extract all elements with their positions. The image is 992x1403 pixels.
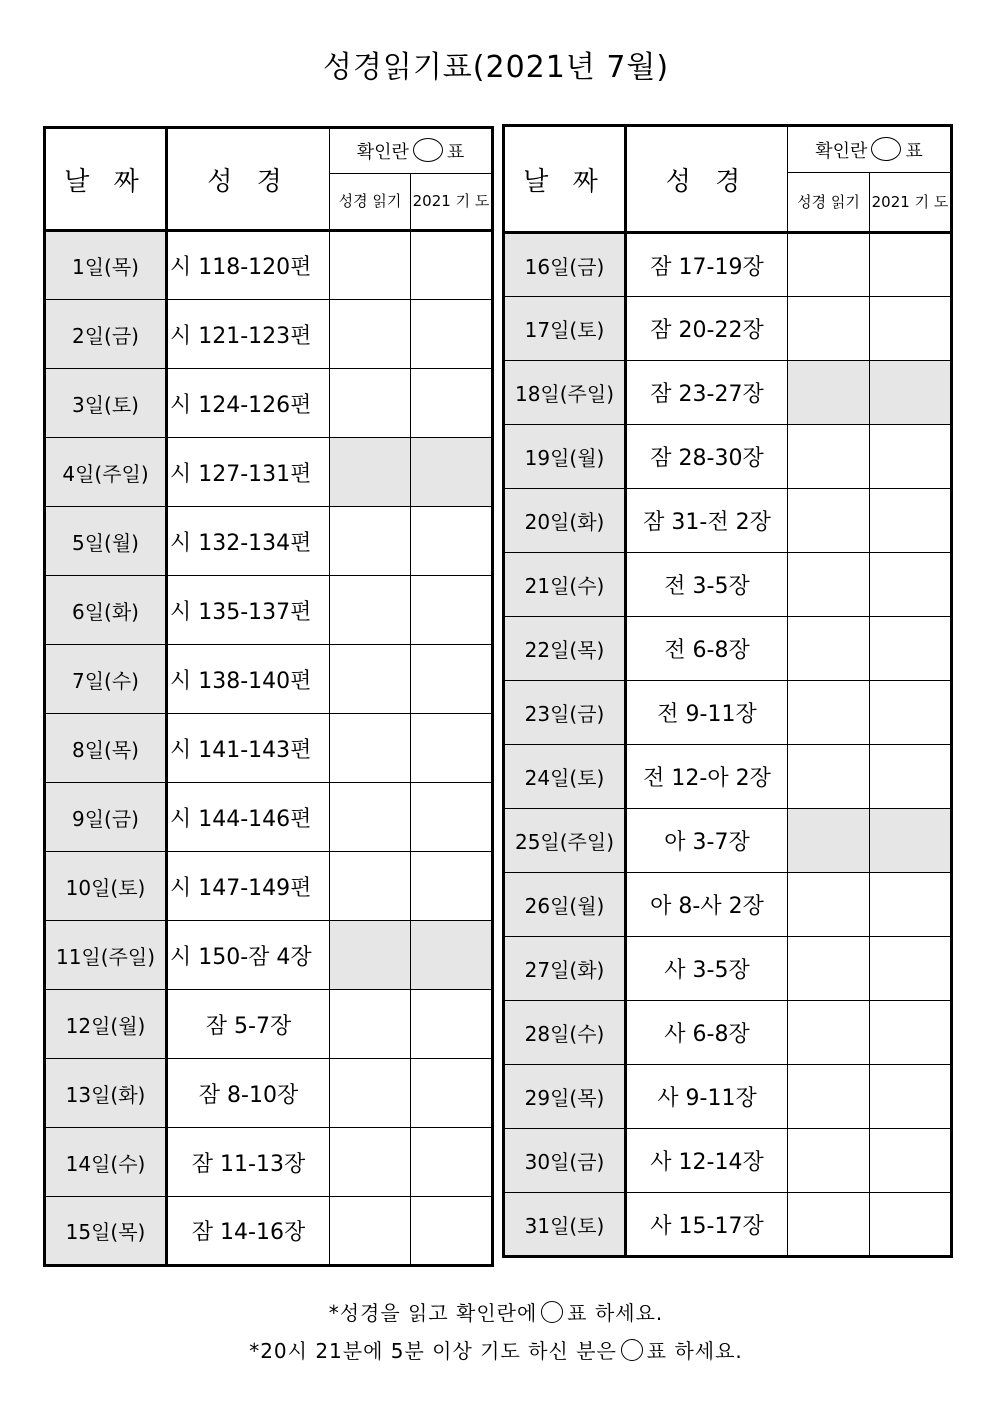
row-date: 30일(금) [504, 1129, 626, 1193]
row-passage: 전 6-8장 [626, 617, 788, 681]
table-row [504, 489, 952, 553]
row-date: 28일(수) [504, 1001, 626, 1065]
read-check-box[interactable] [788, 1065, 870, 1129]
table-row [504, 809, 952, 873]
page-title: 성경읽기표(2021년 7월) [322, 50, 670, 85]
row-passage: 사 3-5장 [626, 937, 788, 1001]
read-check-box[interactable] [788, 489, 870, 553]
read-check-box[interactable] [788, 425, 870, 489]
table-row [504, 745, 952, 809]
row-passage: 사 12-14장 [626, 1129, 788, 1193]
header-check [330, 128, 493, 174]
header-check-prefix: 확인란 [815, 140, 868, 162]
row-date: 10일(토) [45, 852, 167, 921]
table-row [45, 714, 493, 783]
pray-check-box[interactable] [870, 873, 952, 937]
pray-check-box[interactable] [870, 1193, 952, 1257]
read-check-box[interactable] [330, 300, 411, 369]
read-check-box[interactable] [330, 369, 411, 438]
circle-mark-icon [413, 138, 443, 162]
pray-check-box[interactable] [870, 1001, 952, 1065]
row-date: 5일(월) [45, 507, 167, 576]
row-date: 25일(주일) [504, 809, 626, 873]
row-date: 18일(주일) [504, 361, 626, 425]
read-check-box[interactable] [330, 990, 411, 1059]
pray-check-box[interactable] [870, 361, 952, 425]
read-check-box[interactable] [330, 921, 411, 990]
table-row [45, 438, 493, 507]
read-check-box[interactable] [788, 617, 870, 681]
row-date: 16일(금) [504, 233, 626, 297]
read-check-box[interactable] [330, 783, 411, 852]
row-passage: 전 3-5장 [626, 553, 788, 617]
header-check-suffix: 표 [905, 140, 923, 162]
read-check-box[interactable] [788, 1001, 870, 1065]
row-date: 31일(토) [504, 1193, 626, 1257]
pray-check-box[interactable] [870, 297, 952, 361]
pray-check-box[interactable] [411, 300, 493, 369]
row-passage: 시 124-126편 [167, 369, 330, 438]
row-date: 19일(월) [504, 425, 626, 489]
row-passage: 잠 5-7장 [167, 990, 330, 1059]
table-row [45, 645, 493, 714]
table-row [45, 300, 493, 369]
pray-check-box[interactable] [411, 645, 493, 714]
table-row [45, 507, 493, 576]
read-check-box[interactable] [330, 714, 411, 783]
table-row [504, 1065, 952, 1129]
pray-check-box[interactable] [870, 1065, 952, 1129]
row-passage: 시 138-140편 [167, 645, 330, 714]
row-date: 8일(목) [45, 714, 167, 783]
pray-check-box[interactable] [870, 681, 952, 745]
pray-check-box[interactable] [411, 507, 493, 576]
note-text: *성경을 읽고 확인란에 [328, 1301, 538, 1325]
pray-check-box[interactable] [870, 1129, 952, 1193]
table-row [504, 233, 952, 297]
read-check-box[interactable] [330, 645, 411, 714]
header-read: 성경 읽기 [330, 174, 411, 231]
row-date: 21일(수) [504, 553, 626, 617]
row-passage: 잠 31-전 2장 [626, 489, 788, 553]
pray-check-box[interactable] [870, 553, 952, 617]
pray-check-box[interactable] [411, 852, 493, 921]
read-check-box[interactable] [788, 1129, 870, 1193]
read-check-box[interactable] [330, 231, 411, 300]
row-passage: 시 147-149편 [167, 852, 330, 921]
pray-check-box[interactable] [870, 809, 952, 873]
read-check-box[interactable] [788, 809, 870, 873]
note-text: 표 하세요. [646, 1339, 743, 1363]
row-date: 23일(금) [504, 681, 626, 745]
read-check-box[interactable] [788, 553, 870, 617]
read-check-box[interactable] [330, 1128, 411, 1197]
row-passage: 잠 28-30장 [626, 425, 788, 489]
row-passage: 잠 23-27장 [626, 361, 788, 425]
row-date: 22일(목) [504, 617, 626, 681]
row-passage: 잠 14-16장 [167, 1197, 330, 1266]
table-row [504, 617, 952, 681]
pray-check-box[interactable] [411, 231, 493, 300]
row-passage: 사 15-17장 [626, 1193, 788, 1257]
row-date: 20일(화) [504, 489, 626, 553]
header-scripture: 성 경 [626, 126, 788, 233]
read-check-box[interactable] [788, 873, 870, 937]
pray-check-box[interactable] [411, 1059, 493, 1128]
row-date: 26일(월) [504, 873, 626, 937]
pray-check-box[interactable] [411, 783, 493, 852]
table-row [45, 783, 493, 852]
table-row [45, 852, 493, 921]
row-passage: 전 12-아 2장 [626, 745, 788, 809]
row-passage: 잠 20-22장 [626, 297, 788, 361]
row-date: 12일(월) [45, 990, 167, 1059]
row-passage: 시 150-잠 4장 [167, 921, 330, 990]
row-passage: 사 9-11장 [626, 1065, 788, 1129]
table-row [504, 873, 952, 937]
table-row [45, 1197, 493, 1266]
header-pray: 2021 기 도 [411, 174, 493, 231]
table-row [504, 553, 952, 617]
row-date: 29일(목) [504, 1065, 626, 1129]
read-check-box[interactable] [788, 745, 870, 809]
schedule-table-left [43, 126, 494, 1267]
pray-check-box[interactable] [870, 233, 952, 297]
pray-check-box[interactable] [411, 1128, 493, 1197]
pray-check-box[interactable] [870, 617, 952, 681]
row-date: 13일(화) [45, 1059, 167, 1128]
row-passage: 시 132-134편 [167, 507, 330, 576]
table-row [504, 1193, 952, 1257]
pray-check-box[interactable] [870, 937, 952, 1001]
table-row [45, 990, 493, 1059]
pray-check-box[interactable] [411, 438, 493, 507]
header-check-prefix: 확인란 [356, 142, 409, 164]
row-passage: 시 118-120편 [167, 231, 330, 300]
row-passage: 전 9-11장 [626, 681, 788, 745]
row-passage: 시 144-146편 [167, 783, 330, 852]
row-date: 17일(토) [504, 297, 626, 361]
table-row [504, 1001, 952, 1065]
row-passage: 시 141-143편 [167, 714, 330, 783]
row-date: 14일(수) [45, 1128, 167, 1197]
circle-mark-icon [871, 137, 901, 161]
circle-mark-icon [621, 1339, 643, 1361]
table-row [45, 1059, 493, 1128]
schedule-table-right [502, 124, 953, 1258]
table-row [504, 681, 952, 745]
row-date: 9일(금) [45, 783, 167, 852]
header-scripture: 성 경 [167, 128, 330, 231]
table-row [45, 921, 493, 990]
pray-check-box[interactable] [411, 990, 493, 1059]
row-date: 1일(목) [45, 231, 167, 300]
row-passage: 아 8-사 2장 [626, 873, 788, 937]
pray-check-box[interactable] [870, 425, 952, 489]
read-check-box[interactable] [330, 507, 411, 576]
pray-check-box[interactable] [411, 1197, 493, 1266]
note-text: 표 하세요. [567, 1301, 664, 1325]
row-date: 15일(목) [45, 1197, 167, 1266]
row-passage: 아 3-7장 [626, 809, 788, 873]
row-passage: 잠 8-10장 [167, 1059, 330, 1128]
pray-check-box[interactable] [870, 489, 952, 553]
pray-check-box[interactable] [411, 576, 493, 645]
read-check-box[interactable] [330, 438, 411, 507]
table-row [504, 937, 952, 1001]
read-check-box[interactable] [788, 297, 870, 361]
note-text: *20시 21분에 5분 이상 기도 하신 분은 [249, 1339, 617, 1363]
table-row [504, 1129, 952, 1193]
read-check-box[interactable] [788, 937, 870, 1001]
table-row [45, 369, 493, 438]
header-check [788, 126, 952, 173]
table-row [45, 1128, 493, 1197]
pray-check-box[interactable] [870, 745, 952, 809]
row-date: 11일(주일) [45, 921, 167, 990]
row-passage: 시 121-123편 [167, 300, 330, 369]
read-check-box[interactable] [330, 1059, 411, 1128]
pray-check-box[interactable] [411, 369, 493, 438]
header-check-suffix: 표 [446, 142, 465, 164]
read-check-box[interactable] [788, 361, 870, 425]
read-check-box[interactable] [788, 233, 870, 297]
table-row [504, 297, 952, 361]
read-check-box[interactable] [788, 1193, 870, 1257]
row-date: 2일(금) [45, 300, 167, 369]
instruction-note-pray [0, 1335, 992, 1364]
read-check-box[interactable] [330, 852, 411, 921]
instruction-note-read [0, 1297, 992, 1326]
row-passage: 잠 11-13장 [167, 1128, 330, 1197]
read-check-box[interactable] [788, 681, 870, 745]
row-passage: 시 135-137편 [167, 576, 330, 645]
table-row [45, 231, 493, 300]
row-date: 4일(주일) [45, 438, 167, 507]
header-date: 날 짜 [45, 128, 167, 231]
pray-check-box[interactable] [411, 714, 493, 783]
row-date: 27일(화) [504, 937, 626, 1001]
row-passage: 잠 17-19장 [626, 233, 788, 297]
row-date: 24일(토) [504, 745, 626, 809]
table-row [504, 361, 952, 425]
header-pray: 2021 기 도 [870, 173, 952, 233]
circle-mark-icon [541, 1301, 563, 1323]
header-read: 성경 읽기 [788, 173, 870, 233]
row-date: 3일(토) [45, 369, 167, 438]
row-passage: 시 127-131편 [167, 438, 330, 507]
table-row [45, 576, 493, 645]
read-check-box[interactable] [330, 1197, 411, 1266]
row-date: 6일(화) [45, 576, 167, 645]
row-passage: 사 6-8장 [626, 1001, 788, 1065]
pray-check-box[interactable] [411, 921, 493, 990]
row-date: 7일(수) [45, 645, 167, 714]
header-date: 날 짜 [504, 126, 626, 233]
table-row [504, 425, 952, 489]
read-check-box[interactable] [330, 576, 411, 645]
